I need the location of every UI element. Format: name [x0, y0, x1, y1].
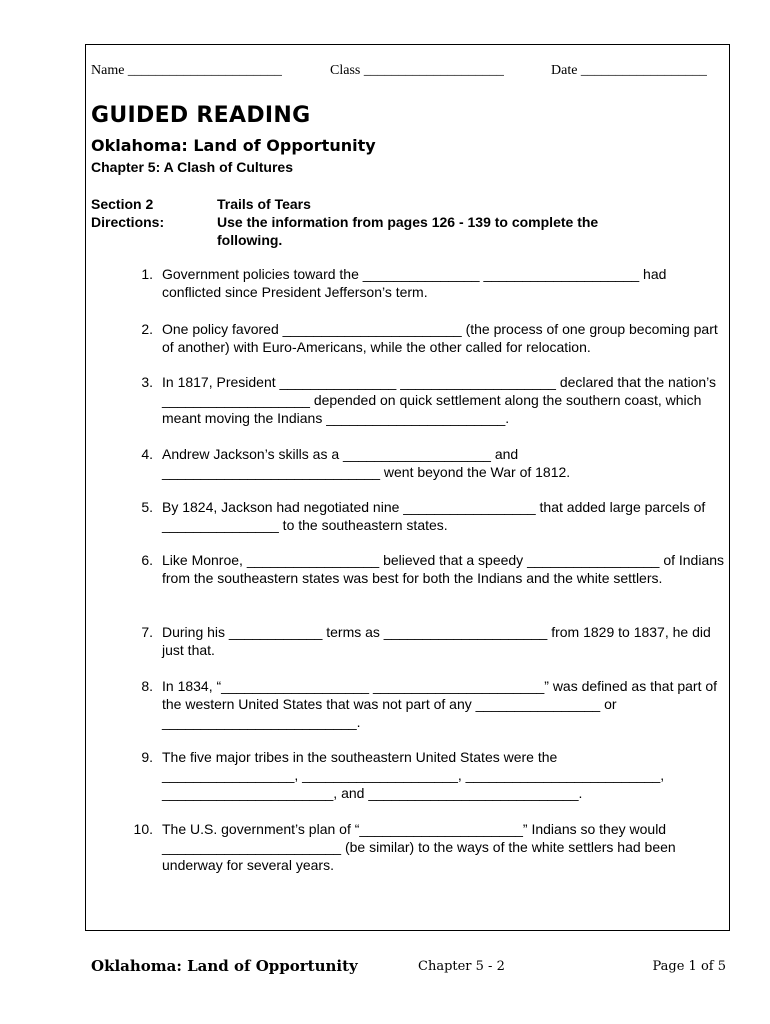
question-number: 7.	[141, 624, 153, 640]
question-text: One policy favored _______________________ (the process of one group becoming part of another) with Euro-Americans, while the other called for relocation.	[162, 321, 722, 355]
question-number: 5.	[141, 499, 153, 515]
section-title: Trails of Tears	[217, 196, 311, 212]
footer-book-title: Oklahoma: Land of Opportunity	[91, 957, 358, 975]
footer-chapter: Chapter 5 - 2	[418, 959, 505, 974]
question-text: Like Monroe, _________________ believed that a speedy _________________ of Indians from the southeastern states was best for both the Indians and the white settlers.	[162, 552, 728, 586]
student-info-row	[91, 63, 726, 83]
question-number: 1.	[141, 266, 153, 282]
page-footer	[91, 957, 726, 979]
question-text: In 1834, “___________________ ______________________” was defined as that part of the western United States that was not part of any ________________ or _________________________.	[162, 678, 721, 730]
question-number: 8.	[141, 678, 153, 694]
question-text: The five major tribes in the southeastern United States were the _________________, ____________________, _________________________, ______________________, and ___________________________.	[162, 749, 665, 801]
chapter-heading: Chapter 5: A Clash of Cultures	[91, 159, 293, 175]
question-text: Andrew Jackson’s skills as a ___________________ and ____________________________ went beyond the War of 1812.	[162, 446, 571, 480]
section-label: Section 2	[91, 196, 154, 212]
page-title: GUIDED READING	[91, 103, 311, 128]
question-number: 10.	[133, 821, 153, 837]
question-number: 6.	[141, 552, 153, 568]
book-subtitle: Oklahoma: Land of Opportunity	[91, 136, 376, 155]
question-text: In 1817, President _______________ ____________________ declared that the nation’s ___________________ depended on quick settlement along the southern coast, which meant moving the Indians _______________________.	[162, 374, 720, 426]
question-text: During his ____________ terms as _____________________ from 1829 to 1837, he did just that.	[162, 624, 715, 658]
question-number: 2.	[141, 321, 153, 337]
date-field-label: Date __________________	[551, 63, 707, 78]
question-number: 9.	[141, 749, 153, 765]
question-text: Government policies toward the _______________ ____________________ had conflicted since President Jefferson’s term.	[162, 266, 671, 300]
class-field-label: Class ____________________	[330, 63, 504, 78]
name-field-label: Name ______________________	[91, 63, 282, 78]
question-text: By 1824, Jackson had negotiated nine _________________ that added large parcels of _______________ to the southeastern states.	[162, 499, 710, 533]
directions-label: Directions:	[91, 214, 165, 230]
question-text: The U.S. government’s plan of “_____________________” Indians so they would _______________________ (be similar) to the ways of the white settlers had been underway for several years.	[162, 821, 680, 873]
footer-page-number: Page 1 of 5	[652, 959, 726, 974]
question-number: 3.	[141, 374, 153, 390]
question-number: 4.	[141, 446, 153, 462]
directions-text: Use the information from pages 126 - 139 to complete the following.	[217, 214, 599, 248]
